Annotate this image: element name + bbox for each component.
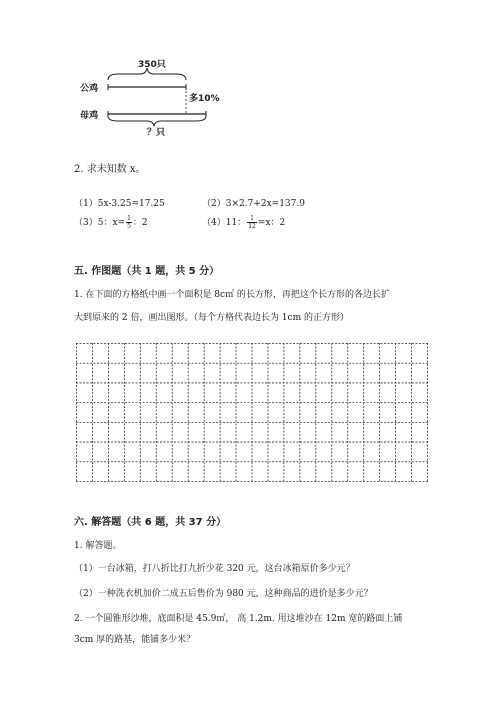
total-label: 350只 <box>138 60 166 70</box>
more-label: 多10% <box>189 94 220 104</box>
equation-3: （3）5：x= $\frac{1}{5}$ ：2 <box>74 215 148 230</box>
hen-label: 母鸡 <box>80 111 99 121</box>
section-5-heading: 五. 作图题（共 1 题，共 5 分） <box>74 266 220 277</box>
q1-part-1: （1）一台冰箱，打八折比打九折少花 320 元，这台冰箱原价多少元？ <box>74 564 355 574</box>
rooster-label: 公鸡 <box>80 84 99 94</box>
unknown-label: ？只 <box>147 128 166 138</box>
fraction: $\frac{1}{12}$ <box>248 215 256 230</box>
q1-part-2: （2）一种洗衣机加价二成五后售价为 980 元，这种商品的进价是多少元？ <box>74 589 373 599</box>
q1-title: 1. 解答题。 <box>74 541 122 551</box>
grid-paper[interactable] <box>76 343 428 482</box>
q2-title: 2. 求未知数 x。 <box>74 164 146 175</box>
equation-4: （4）11： $\frac{1}{12}$ =x：2 <box>202 215 286 230</box>
fraction: $\frac{1}{5}$ <box>127 215 131 230</box>
section-5-line-1: 1. 在下面的方格纸中画一个面积是 8c㎡ 的长方形，再把这个长方形的各边长扩 <box>74 290 390 300</box>
section-6-heading: 六. 解答题（共 6 题，共 37 分） <box>74 517 227 528</box>
equation-1: （1）5x-3.25=17.25 <box>74 199 165 209</box>
q2-line-1: 2. 一个圆锥形沙堆，底面积是 45.9㎡， 高 1.2m. 用这堆沙在 12m 宽的路面上铺 <box>74 614 403 624</box>
segment-diagram <box>0 0 500 140</box>
section-5-line-2: 大到原来的 2 倍，画出图形。（每个方格代表边长为 1cm 的正方形） <box>74 313 349 323</box>
equation-2: （2）3×2.7+2x=137.9 <box>202 199 305 209</box>
q2-line-2: 3cm 厚的路基，能铺多少米？ <box>74 635 196 645</box>
